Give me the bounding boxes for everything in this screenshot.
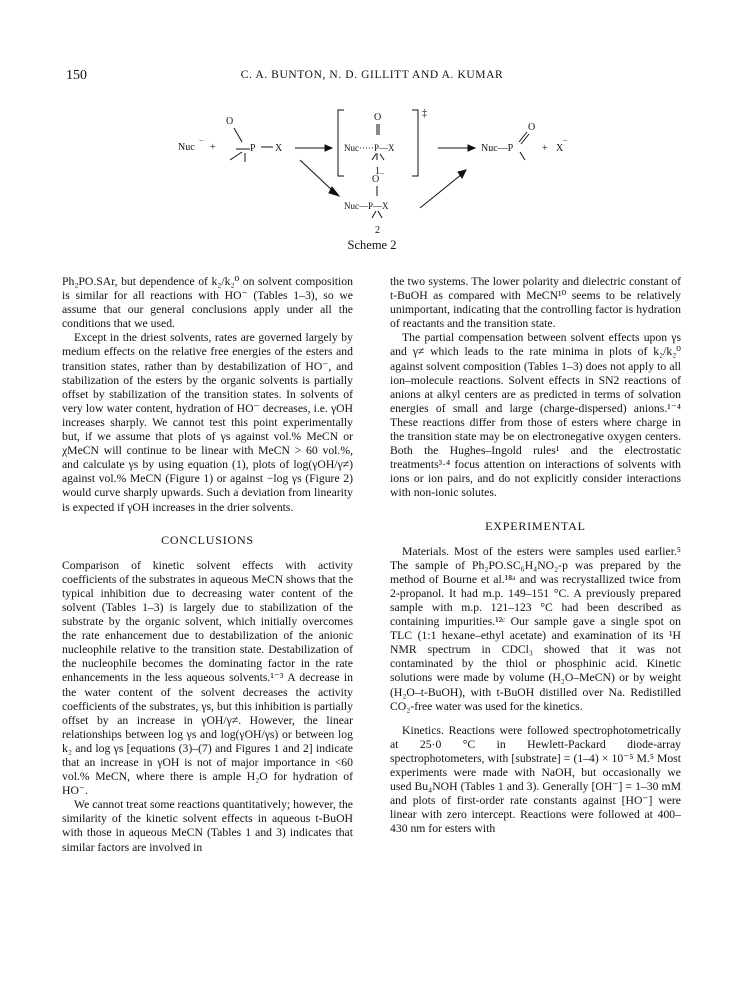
scheme-x-1: X <box>275 143 283 154</box>
scheme-nuc-reactant: Nuc <box>178 142 195 153</box>
scheme-ts-label: Nuc·····P—X <box>344 143 395 153</box>
scheme-charge-minus: − <box>199 136 204 145</box>
scheme-p-1: P <box>250 143 256 154</box>
product-bonds <box>519 132 529 160</box>
running-title: C. A. BUNTON, N. D. GILLITT AND A. KUMAR <box>240 69 504 81</box>
scheme-caption: Scheme 2 <box>347 238 397 252</box>
scheme-o-minus-2: O <box>372 174 380 185</box>
right-paragraph-3: Materials. Most of the esters were samples used earlier.⁵ The sample of Ph₂PO.SC₆H₄NO₂-p was prepared by the method of Bourne et al.¹⁸ᵃ and was recrystallized twice from 2-propanol. It had m.p. 149–151 °C. A previously prepared sample with m.p. 121–123 °C had been described as containing impurities.¹²ᶜ Our sample gave a single spot on TLC (1:1 hexane–ethyl acetate) and examination of its ¹H NMR spectrum in CDCl₃ showed that it was not contaminated by the thiol or phosphinic acid. Kinetic solutions were made by volume (H₂O–MeCN) or by weight (H₂O–t-BuOH), with t-BuOH distilled over Na. Redistilled CO₂-free water was used for the kinetics. <box>390 544 681 713</box>
scheme-plus-2: + <box>542 143 548 154</box>
scheme-ddagger: ‡ <box>422 108 427 119</box>
scheme-x-charge: − <box>563 136 568 145</box>
left-paragraph-2: Except in the driest solvents, rates are governed largely by medium effects on the relative free energies of the esters and transition states, rather than by destabilization of HO⁻, and stabilization of the esters by the organic solvents is partially offset by stabilization of the transition states. In solvents of very low water content, hydration of HO⁻ decreases, i.e. γOH increases sharply. We cannot test this point experimentally but, if we assume that plots of γs against vol.% MeCN or χMeCN will continue to be linear with MeCN > 60 vol.%, and calculate γs by using equation (1), plots of log(γOH/γ≠) against vol.% MeCN (Figure 1) or against −log γs (Figure 2) would curve sharply upwards. Such a deviation from linearity is expected if γOH increases in the drier solvents. <box>62 331 353 514</box>
scheme-nuc-p-product: Nuc—P <box>481 143 514 154</box>
reaction-scheme <box>150 98 610 248</box>
scheme-o-charge-2: − <box>380 169 385 178</box>
right-paragraph-4: Kinetics. Reactions were followed spectrophotometrically at 25·0 °C in Hewlett-Packard diode-array spectrophotometers, with [substrate] = (1–4) × 10⁻⁵ M.⁵ Most experiments were made with NaOH, but occasionally we used Bu₄NOH (Tables 1 and 3). Generally [OH⁻] = 1–30 mM and plots of first-order rate constants against [HO⁻] were linear with zero intercept. Reactions were followed at 400–430 nm for esters with <box>390 723 681 836</box>
right-paragraph-1: the two systems. The lower polarity and dielectric constant of t-BuOH as compared with MeCN¹⁰ seems to be relatively unimportant, indicating that the controlling factor is hydration of reactants and the transition state. <box>390 275 681 331</box>
page-header <box>66 68 678 84</box>
scheme-int-2: 2 <box>375 225 380 236</box>
arrow-right-1 <box>295 145 332 151</box>
scheme-o-ts: O <box>374 112 382 123</box>
scheme-x-product: X <box>556 143 564 154</box>
conclusions-heading: CONCLUSIONS <box>161 532 254 547</box>
scheme-nuc-p-x-2: Nuc—P—X <box>344 201 389 211</box>
left-paragraph-4: We cannot treat some reactions quantitatively; however, the similarity of the kinetic solvent effects in aqueous t-BuOH with those in aqueous MeCN (Tables 1 and 3) indicates that similar factors are involved in <box>62 798 353 854</box>
ts-bonds <box>372 124 384 160</box>
left-paragraph-1: Ph₂PO.SAr, but dependence of k₂/k₂⁰ on solvent composition is similar for all reactions with HO⁻ (Tables 1–3), so we assume that our general conclusions apply under all the conditions that we used. <box>62 275 353 331</box>
scheme-o-1: O <box>226 116 234 127</box>
right-column <box>390 275 681 836</box>
page-number: 150 <box>66 68 87 83</box>
left-column <box>62 275 353 855</box>
arrow-down-diagonal <box>300 160 339 196</box>
arrow-right-2 <box>438 145 475 151</box>
right-paragraph-2: The partial compensation between solvent effects upon γs and γ≠ which leads to the rate minima in plots of k₂/k₂⁰ against solvent composition (Tables 1–3) does not apply to all ion–molecule reactions. Solvent effects in SN2 reactions of anions at alkyl centers are as predicted in terms of solvation energies of small and large (charge-dispersed) anions.¹⁻⁴ These reactions differ from those of esters where charge in the transition state may be on electronegative oxygen centers. Both the Hughes–Ingold rules¹ and the electrostatic treatments³·⁴ focus attention on interactions of solvents with ions or ion pairs, and do not explicitly consider interactions with non-ionic solutes. <box>390 331 681 500</box>
left-paragraph-3: Comparison of kinetic solvent effects with activity coefficients of the substrates in aqueous MeCN shows that the typical inhibition due to decreasing water content of the solvent (Tables 1–3) is largely due to stabilization of the substrate by the organic solvent, which initially overcomes the rate enhancement due to destabilization of the anionic nucleophile relative to the transition state. Destabilization of the nucleophile becomes the dominating factor in the rate enhancements in the less aqueous solvents.¹⁻³ A decrease in the water content of the solvent decreases the activity coefficients of the substrates, γs, but this inhibition is partially offset by an increase in γOH/γ≠. However, the linear relationships between log γs and log(γOH/γs) or between log k₂ and log γs [equations (3)–(7) and Figures 1 and 2] indicate that an increase in γOH is not of major importance in <60 vol.% MeCN, where there is ample H₂O for hydration of HO⁻. <box>62 558 353 798</box>
experimental-heading: EXPERIMENTAL <box>485 518 586 533</box>
scheme-o-product: O <box>528 122 536 133</box>
arrow-up-diagonal <box>420 170 466 208</box>
scheme-plus-1: + <box>210 142 216 153</box>
scheme-int-1: 1 <box>375 166 380 177</box>
